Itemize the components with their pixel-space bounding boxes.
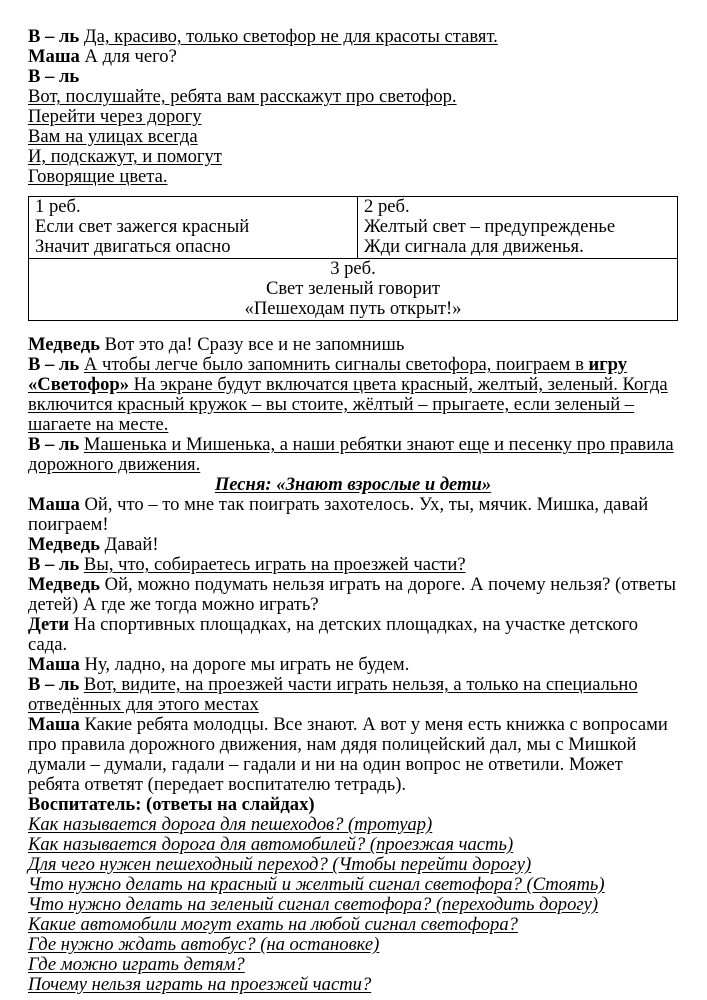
speaker-name: В – ль xyxy=(28,554,84,575)
script-line xyxy=(28,107,678,127)
text-segment: Вот, послушайте, ребята вам расскажут про светофор. xyxy=(28,86,457,107)
questions-section xyxy=(28,815,678,995)
text-segment: Песня: «Знают взрослые и дети» xyxy=(214,474,492,495)
text-segment: игру «Светофор» xyxy=(28,354,628,395)
answers-heading xyxy=(28,795,678,815)
speaker-name: Воспитатель: (ответы на слайдах) xyxy=(28,794,315,815)
verse-line: Если свет зажегся красный xyxy=(35,216,250,237)
speaker-name: Медведь xyxy=(28,534,105,555)
text-segment: Давай! xyxy=(104,534,159,555)
dialogue-line xyxy=(28,615,678,655)
dialogue-line xyxy=(28,495,678,535)
verse-line: Свет зеленый говорит xyxy=(265,278,441,299)
speaker-name: Маша xyxy=(28,654,85,675)
speaker-name: Медведь xyxy=(28,574,105,595)
text-segment: На спортивных площадках, на детских площадках, на участке детского сада. xyxy=(28,614,639,655)
text-segment: Говорящие цвета. xyxy=(28,166,168,187)
verse-table xyxy=(28,196,678,321)
text-segment: Где можно играть детям? xyxy=(28,954,245,975)
slide-question xyxy=(28,875,678,895)
dialogue-line xyxy=(28,575,678,615)
text-segment: Ну, ладно, на дороге мы играть не будем. xyxy=(84,654,410,675)
slide-question xyxy=(28,815,678,835)
text-segment: Вот, видите, на проезжей части играть нельзя, а только на специально отведённых для этого местах xyxy=(28,674,638,715)
dialogue-line xyxy=(28,355,678,435)
song-title xyxy=(28,475,678,495)
text-segment: На экране будут включатся цвета красный, желтый, зеленый. Когда включится красный кружок – вы стоите, жёлтый – прыгаете, если зеленый – шагаете на месте. xyxy=(28,374,668,435)
text-segment: Почему нельзя играть на проезжей части? xyxy=(28,974,372,995)
speaker-name: Маша xyxy=(28,494,85,515)
text-segment: Ой, что – то мне так поиграть захотелось. Ух, ты, мячик. Мишка, давай поиграем! xyxy=(28,494,649,535)
text-segment: Что нужно делать на красный и желтый сигнал светофора? (Стоять) xyxy=(28,874,605,895)
speaker-name: В – ль xyxy=(28,66,80,87)
text-segment: Вы, что, собираетесь играть на проезжей части? xyxy=(83,554,466,575)
verse-line: 2 реб. xyxy=(364,196,410,217)
text-segment: Какие автомобили могут ехать на любой сигнал светофора? xyxy=(28,914,518,935)
verse-line: 3 реб. xyxy=(330,258,376,279)
text-segment: Вам на улицах всегда xyxy=(28,126,198,147)
text-segment: Ой, можно подумать нельзя играть на дороге. А почему нельзя? (ответы детей) А где же тогда можно играть? xyxy=(28,574,676,615)
slide-question xyxy=(28,915,678,935)
speaker-name: В – ль xyxy=(28,26,84,47)
verse-cell-1 xyxy=(29,197,358,259)
slide-question xyxy=(28,835,678,855)
speaker-name: В – ль xyxy=(28,674,84,695)
script-line xyxy=(28,147,678,167)
text-segment: И, подскажут, и помогут xyxy=(28,146,222,167)
text-segment: Да, красиво, только светофор не для красоты ставят. xyxy=(83,26,498,47)
text-segment: Как называется дорога для пешеходов? (тротуар) xyxy=(28,814,433,835)
verse-table-row-2 xyxy=(29,259,678,321)
speaker-name: В – ль xyxy=(28,434,84,455)
speaker-name: Медведь xyxy=(28,334,105,355)
dialogue-line xyxy=(28,335,678,355)
verse-line: Жди сигнала для движенья. xyxy=(364,236,584,257)
dialogue-line xyxy=(28,535,678,555)
verse-cell-2 xyxy=(358,197,678,259)
speaker-name: Маша xyxy=(28,714,85,735)
script-line xyxy=(28,27,678,47)
text-segment: Вот это да! Сразу все и не запомнишь xyxy=(104,334,405,355)
dialogue-line xyxy=(28,715,678,795)
verse-table-row-1 xyxy=(29,197,678,259)
slide-question xyxy=(28,855,678,875)
verse-line: Значит двигаться опасно xyxy=(35,236,231,257)
slide-question xyxy=(28,975,678,995)
intro-section xyxy=(28,27,678,187)
text-segment: Перейти через дорогу xyxy=(28,106,202,127)
speaker-name: В – ль xyxy=(28,354,84,375)
text-segment: Где нужно ждать автобус? (на остановке) xyxy=(28,934,380,955)
script-line xyxy=(28,87,678,107)
script-line xyxy=(28,47,678,67)
verse-cell-3 xyxy=(29,259,678,321)
verse-line: «Пешеходам путь открыт!» xyxy=(244,298,462,319)
slide-question xyxy=(28,935,678,955)
speaker-name: Маша xyxy=(28,46,85,67)
dialogue-section xyxy=(28,335,678,815)
script-line xyxy=(28,127,678,147)
slide-question xyxy=(28,955,678,975)
dialogue-line xyxy=(28,675,678,715)
script-line xyxy=(28,67,678,87)
text-segment: Машенька и Мишенька, а наши ребятки знают еще и песенку про правила дорожного движения. xyxy=(28,434,674,475)
dialogue-line xyxy=(28,655,678,675)
script-line xyxy=(28,167,678,187)
text-segment: Что нужно делать на зеленый сигнал светофора? (переходить дорогу) xyxy=(28,894,599,915)
text-segment: Какие ребята молодцы. Все знают. А вот у меня есть книжка с вопросами про правила дорожного движения, нам дядя полицейский дал, мы с Мишкой думали – думали, гадали – гадали и ни на один вопрос не ответили. Может ребята ответят (передает воспитателю тетрадь). xyxy=(28,714,668,795)
dialogue-line xyxy=(28,435,678,475)
text-segment: Для чего нужен пешеходный переход? (Чтобы перейти дорогу) xyxy=(28,854,532,875)
text-segment: Как называется дорога для автомобилей? (проезжая часть) xyxy=(28,834,514,855)
verse-line: Желтый свет – предупрежденье xyxy=(364,216,616,237)
text-segment: А для чего? xyxy=(84,46,177,67)
verse-line: 1 реб. xyxy=(35,196,81,217)
slide-question xyxy=(28,895,678,915)
text-segment: А чтобы легче было запомнить сигналы светофора, поиграем в xyxy=(83,354,589,375)
speaker-name: Дети xyxy=(28,614,74,635)
dialogue-line xyxy=(28,555,678,575)
